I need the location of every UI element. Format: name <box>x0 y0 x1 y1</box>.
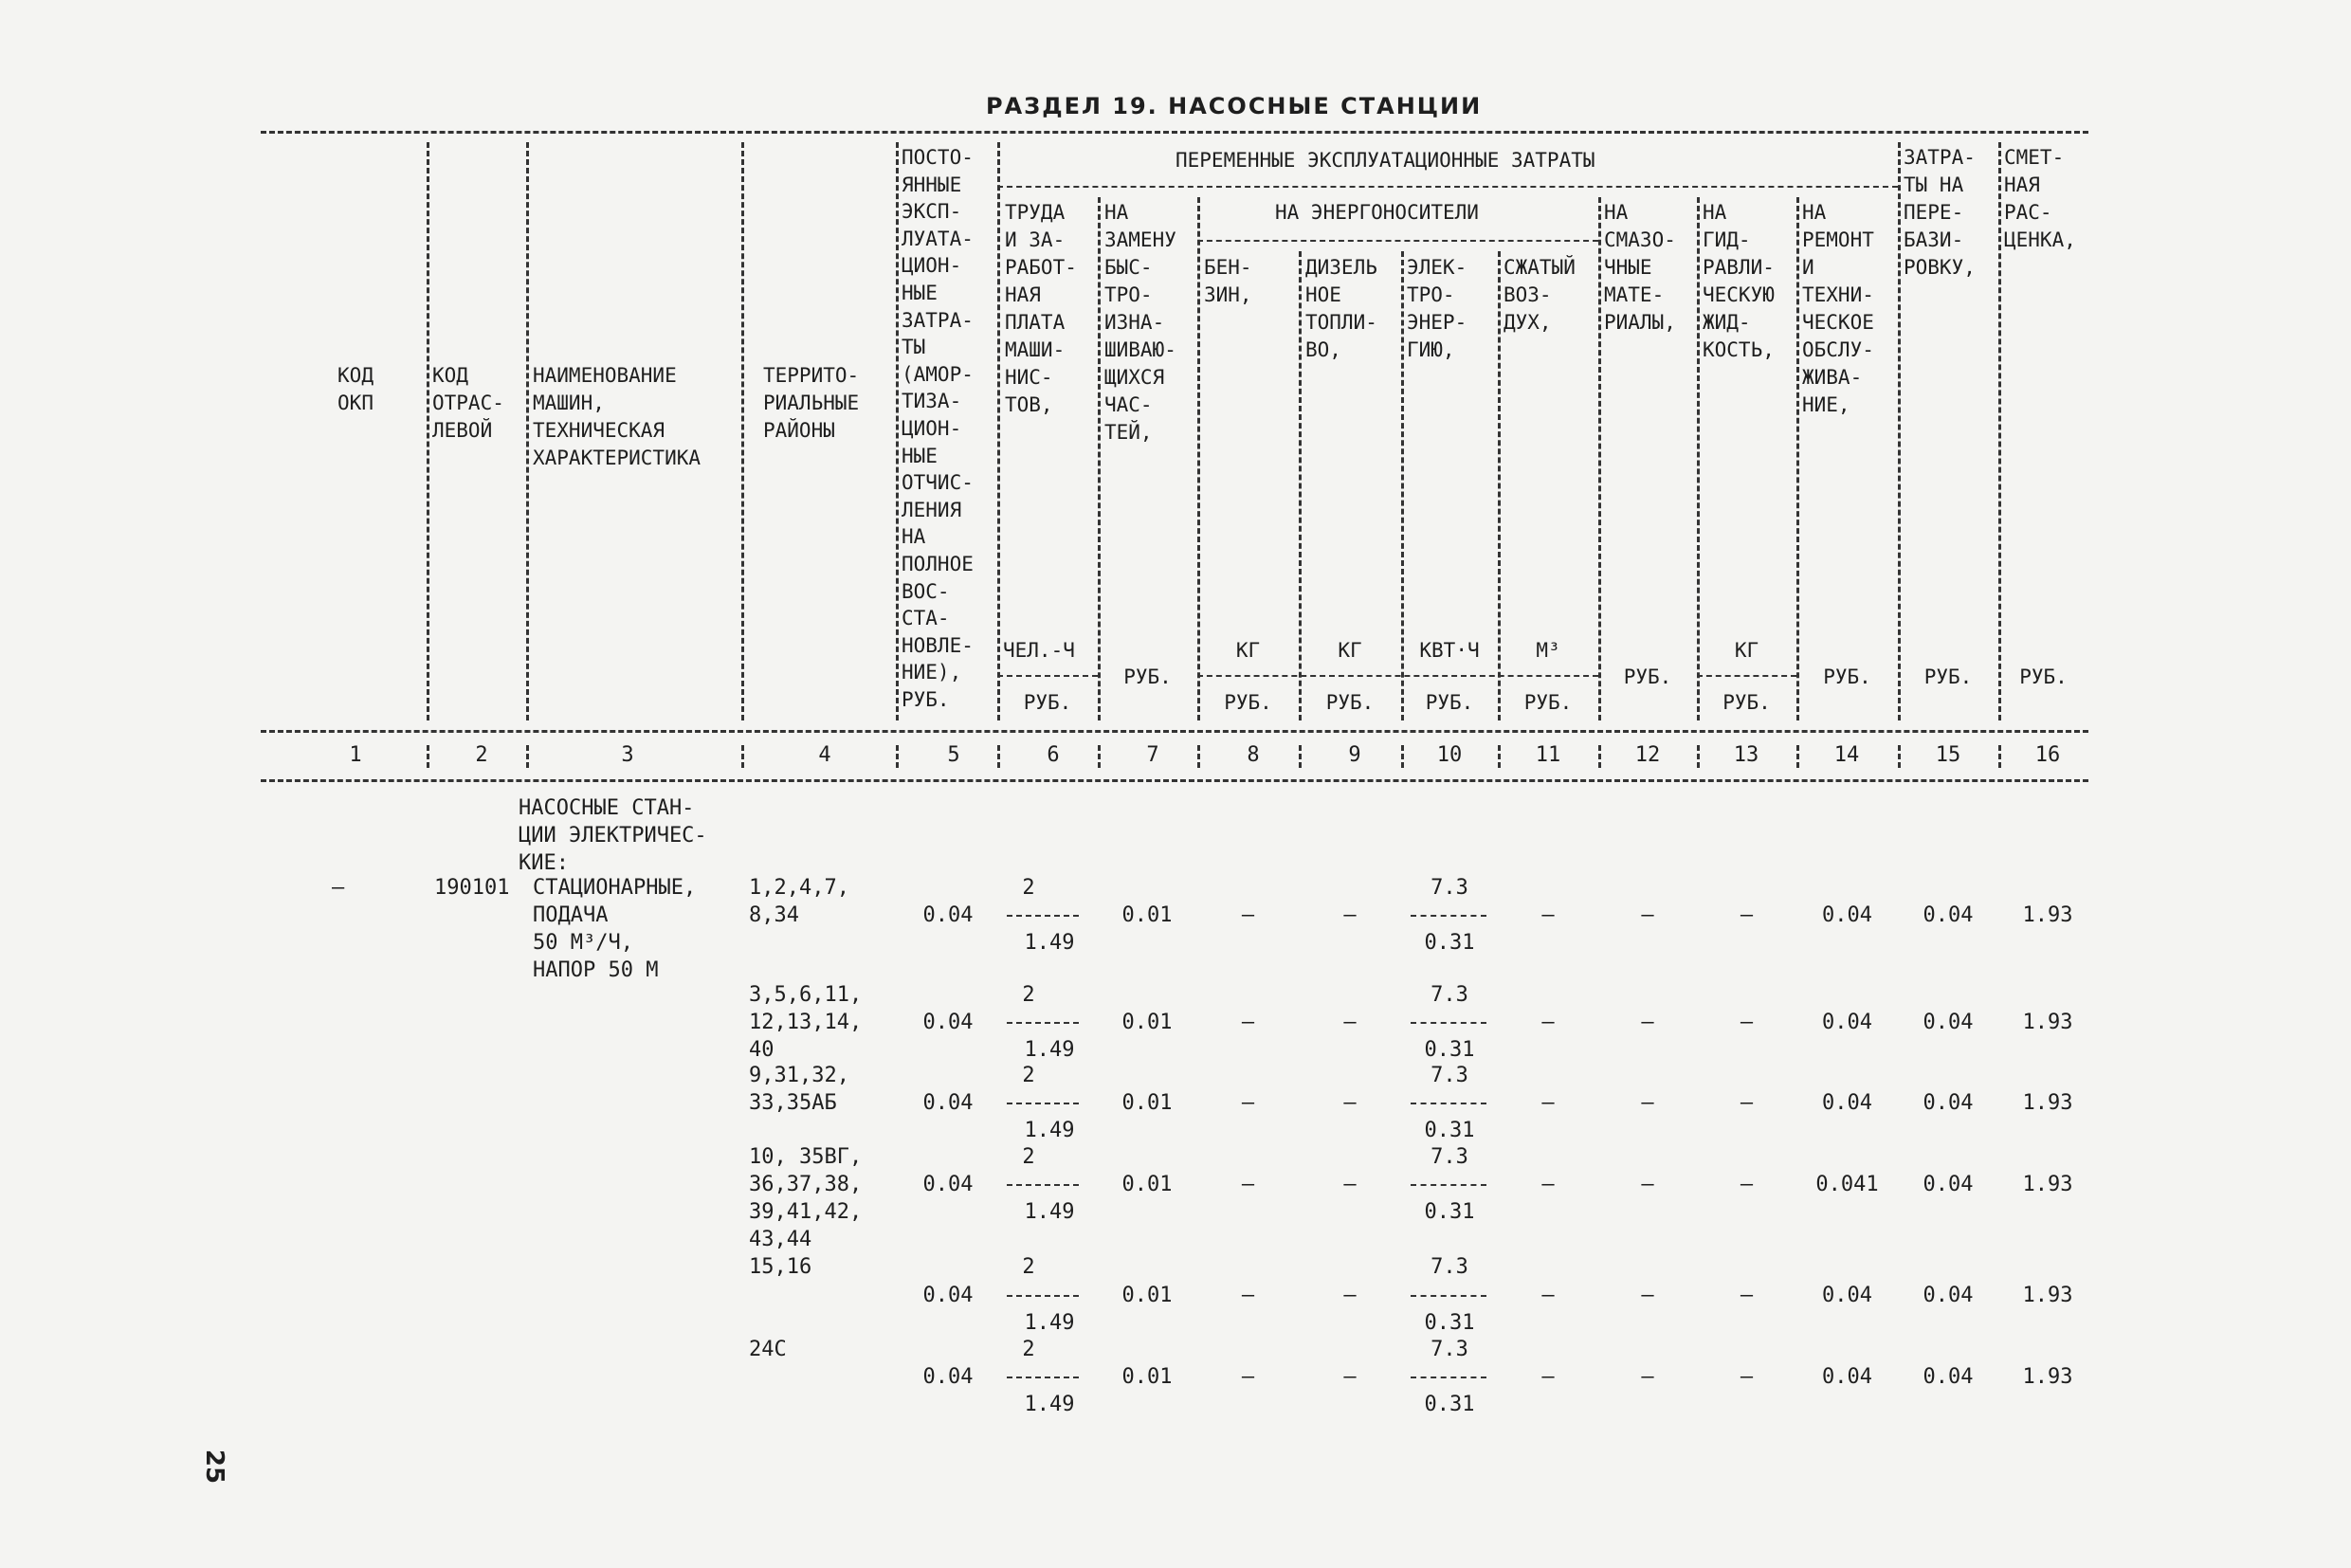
row-remont: 0.04 <box>1822 1011 1872 1034</box>
fraction-line <box>1411 1022 1486 1024</box>
row-elektro-kvtch: 7.3 <box>1431 983 1468 1007</box>
row-elektro-kvtch: 7.3 <box>1431 876 1468 900</box>
column-separator <box>526 745 529 768</box>
column-separator <box>1098 745 1101 768</box>
column-separator <box>1197 745 1200 768</box>
row-dizel: – <box>1343 1091 1357 1115</box>
column-number: 12 <box>1634 743 1661 767</box>
peremen-rule <box>997 186 1898 188</box>
units-rule <box>997 675 1098 677</box>
header-elektro-units-bot: РУБ. <box>1425 691 1474 714</box>
row-truda-rub: 1.49 <box>1024 1200 1075 1224</box>
row-vozduh: – <box>1541 1011 1555 1034</box>
column-separator <box>1898 142 1901 720</box>
units-rule <box>1697 675 1796 677</box>
row-dizel: – <box>1343 903 1357 927</box>
column-separator <box>1498 745 1501 768</box>
row-zamenu: 0.01 <box>1121 1011 1173 1034</box>
row-elektro-kvtch: 7.3 <box>1431 1064 1468 1087</box>
row-benzin: – <box>1241 1284 1255 1307</box>
column-separator <box>997 142 1000 720</box>
row-elektro-rub: 0.31 <box>1424 1038 1475 1062</box>
row-remont: 0.041 <box>1815 1173 1879 1196</box>
header-gidravlika-units-top: КГ <box>1734 639 1759 662</box>
column-number: 7 <box>1146 743 1159 767</box>
item-kod-okp: – <box>332 876 345 900</box>
row-gidravlika: – <box>1740 1091 1754 1115</box>
row-benzin: – <box>1241 1091 1255 1115</box>
row-benzin: – <box>1241 1011 1255 1034</box>
column-separator <box>741 142 744 720</box>
column-separator <box>1598 197 1601 720</box>
row-truda-rub: 1.49 <box>1024 1393 1075 1416</box>
header-dizel-units-top: КГ <box>1338 639 1362 662</box>
header-dizel-units-bot: РУБ. <box>1325 691 1375 714</box>
page-number: 25 <box>200 1449 229 1485</box>
column-separator <box>1796 197 1799 720</box>
fraction-line <box>1411 915 1486 917</box>
row-smazochnye: – <box>1641 903 1654 927</box>
header-kod-otrasl: КОД ОТРАС- ЛЕВОЙ <box>432 364 504 442</box>
header-elektro: ЭЛЕК- ТРО- ЭНЕР- ГИЮ, <box>1407 256 1467 361</box>
row-smetnaya: 1.93 <box>2022 1091 2073 1115</box>
column-separator <box>526 142 529 720</box>
column-separator <box>1401 745 1404 768</box>
column-number: 11 <box>1535 743 1561 767</box>
header-smazochnye-units: РУБ. <box>1623 665 1672 688</box>
column-separator <box>1898 745 1901 768</box>
header-peremennye: ПЕРЕМЕННЫЕ ЭКСПЛУАТАЦИОННЫЕ ЗАТРАТЫ <box>1176 149 1595 172</box>
column-separator <box>741 745 744 768</box>
row-smazochnye: – <box>1641 1011 1654 1034</box>
header-dizel: ДИЗЕЛЬ НОЕ ТОПЛИ- ВО, <box>1305 256 1377 361</box>
row-zamenu: 0.01 <box>1121 1365 1173 1389</box>
row-benzin: – <box>1241 1365 1255 1389</box>
row-regions: 1,2,4,7, 8,34 <box>749 876 849 927</box>
header-gidravlika-units-bot: РУБ. <box>1722 691 1771 714</box>
header-gidravlika: НА ГИД- РАВЛИ- ЧЕСКУЮ ЖИД- КОСТЬ, <box>1703 201 1775 361</box>
row-smazochnye: – <box>1641 1284 1654 1307</box>
row-perebazirovka: 0.04 <box>1923 1091 1974 1115</box>
column-number: 1 <box>349 743 362 767</box>
row-remont: 0.04 <box>1822 903 1872 927</box>
row-smetnaya: 1.93 <box>2022 1173 2073 1196</box>
header-truda: ТРУДА И ЗА- РАБОТ- НАЯ ПЛАТА МАШИ- НИС- ТОВ, <box>1005 201 1077 416</box>
fraction-line <box>1007 915 1079 917</box>
row-smetnaya: 1.93 <box>2022 1284 2073 1307</box>
header-remont-units: РУБ. <box>1823 665 1871 688</box>
header-vozduh-units-top: М³ <box>1536 639 1560 662</box>
row-perebazirovka: 0.04 <box>1923 1365 1974 1389</box>
row-gidravlika: – <box>1740 1011 1754 1034</box>
column-number: 3 <box>621 743 634 767</box>
row-smetnaya: 1.93 <box>2022 1011 2073 1034</box>
row-perebazirovka: 0.04 <box>1923 1284 1974 1307</box>
row-vozduh: – <box>1541 1284 1555 1307</box>
fraction-line <box>1411 1103 1486 1104</box>
row-dizel: – <box>1343 1365 1357 1389</box>
column-number: 4 <box>818 743 831 767</box>
header-benzin: БЕН- ЗИН, <box>1204 256 1252 306</box>
row-truda-rub: 1.49 <box>1024 1311 1075 1335</box>
row-elektro-kvtch: 7.3 <box>1431 1145 1468 1169</box>
row-truda-chelch: 2 <box>1022 876 1035 900</box>
header-smetnaya: СМЕТ- НАЯ РАС- ЦЕНКА, <box>2004 146 2076 251</box>
fraction-line <box>1411 1377 1486 1378</box>
header-energo: НА ЭНЕРГОНОСИТЕЛИ <box>1275 201 1479 224</box>
fraction-line <box>1411 1295 1486 1297</box>
row-perebazirovka: 0.04 <box>1923 903 1974 927</box>
row-regions: 3,5,6,11, 12,13,14, 40 <box>749 983 863 1062</box>
row-vozduh: – <box>1541 1173 1555 1196</box>
header-truda-units-top: ЧЕЛ.-Ч <box>1003 639 1075 662</box>
column-separator <box>1998 745 2001 768</box>
column-separator <box>1796 745 1799 768</box>
header-naimenovanie: НАИМЕНОВАНИЕ МАШИН, ТЕХНИЧЕСКАЯ ХАРАКТЕРИСТИКА <box>533 364 702 469</box>
header-benzin-units-bot: РУБ. <box>1224 691 1272 714</box>
row-postoyannye: 0.04 <box>922 1365 974 1389</box>
section-title: РАЗДЕЛ 19. НАСОСНЫЕ СТАНЦИИ <box>986 93 1483 119</box>
row-regions: 24С <box>749 1338 787 1361</box>
row-dizel: – <box>1343 1011 1357 1034</box>
header-bottom-rule <box>261 730 2088 733</box>
header-postoyannye: ПОСТО- ЯННЫЕ ЭКСП- ЛУАТА- ЦИОН- НЫЕ ЗАТРА- ТЫ (АМОР- ТИЗА- ЦИОН- НЫЕ ОТЧИС- ЛЕНИЯ НА ПОЛНОЕ ВОС- СТА- НОВЛЕ- НИЕ), РУБ. <box>902 146 974 711</box>
row-zamenu: 0.01 <box>1121 1284 1173 1307</box>
row-elektro-rub: 0.31 <box>1424 1119 1475 1142</box>
column-number: 5 <box>947 743 960 767</box>
header-vozduh: СЖАТЫЙ ВОЗ- ДУХ, <box>1504 256 1576 334</box>
row-smazochnye: – <box>1641 1173 1654 1196</box>
row-elektro-kvtch: 7.3 <box>1431 1255 1468 1279</box>
item-kod-otrasl: 190101 <box>434 876 510 900</box>
colnum-bottom-rule <box>261 779 2088 782</box>
column-separator <box>997 745 1000 768</box>
header-smetnaya-units: РУБ. <box>2019 665 2068 688</box>
row-remont: 0.04 <box>1822 1091 1872 1115</box>
column-separator <box>1697 745 1700 768</box>
header-perebazirovka: ЗАТРА- ТЫ НА ПЕРЕ- БАЗИ- РОВКУ, <box>1904 146 1976 279</box>
column-separator <box>427 745 429 768</box>
row-benzin: – <box>1241 903 1255 927</box>
row-truda-rub: 1.49 <box>1024 931 1075 955</box>
energo-rule <box>1197 240 1598 242</box>
row-perebazirovka: 0.04 <box>1923 1173 1974 1196</box>
units-rule <box>1197 675 1598 677</box>
row-postoyannye: 0.04 <box>922 1284 974 1307</box>
row-truda-chelch: 2 <box>1022 983 1035 1007</box>
row-smazochnye: – <box>1641 1091 1654 1115</box>
row-gidravlika: – <box>1740 903 1754 927</box>
header-truda-units-bot: РУБ. <box>1023 691 1072 714</box>
row-vozduh: – <box>1541 1365 1555 1389</box>
row-elektro-rub: 0.31 <box>1424 931 1475 955</box>
row-truda-chelch: 2 <box>1022 1064 1035 1087</box>
row-regions: 10, 35ВГ, 36,37,38, 39,41,42, 43,44 <box>749 1145 863 1251</box>
row-dizel: – <box>1343 1284 1357 1307</box>
column-number: 13 <box>1733 743 1759 767</box>
header-territorii: ТЕРРИТО- РИАЛЬНЫЕ РАЙОНЫ <box>763 364 860 442</box>
row-remont: 0.04 <box>1822 1365 1872 1389</box>
row-truda-rub: 1.49 <box>1024 1119 1075 1142</box>
column-separator <box>1598 745 1601 768</box>
fraction-line <box>1007 1377 1079 1378</box>
row-smazochnye: – <box>1641 1365 1654 1389</box>
column-separator <box>427 142 429 720</box>
column-number: 16 <box>2034 743 2061 767</box>
row-benzin: – <box>1241 1173 1255 1196</box>
header-smazochnye: НА СМАЗО- ЧНЫЕ МАТЕ- РИАЛЫ, <box>1604 201 1676 334</box>
row-elektro-rub: 0.31 <box>1424 1311 1475 1335</box>
row-truda-rub: 1.49 <box>1024 1038 1075 1062</box>
fraction-line <box>1007 1103 1079 1104</box>
column-number: 9 <box>1348 743 1361 767</box>
column-number: 2 <box>475 743 488 767</box>
row-smetnaya: 1.93 <box>2022 903 2073 927</box>
header-elektro-units-top: КВТ·Ч <box>1419 639 1480 662</box>
column-number: 15 <box>1935 743 1961 767</box>
row-zamenu: 0.01 <box>1121 1173 1173 1196</box>
header-top-rule <box>261 131 2088 134</box>
row-elektro-kvtch: 7.3 <box>1431 1338 1468 1361</box>
row-postoyannye: 0.04 <box>922 1011 974 1034</box>
row-gidravlika: – <box>1740 1365 1754 1389</box>
group-title: НАСОСНЫЕ СТАН- ЦИИ ЭЛЕКТРИЧЕС- КИЕ: <box>519 796 707 875</box>
row-elektro-rub: 0.31 <box>1424 1393 1475 1416</box>
column-number: 6 <box>1047 743 1060 767</box>
row-postoyannye: 0.04 <box>922 1173 974 1196</box>
row-dizel: – <box>1343 1173 1357 1196</box>
fraction-line <box>1007 1295 1079 1297</box>
row-perebazirovka: 0.04 <box>1923 1011 1974 1034</box>
row-regions: 15,16 <box>749 1255 812 1279</box>
column-number: 10 <box>1436 743 1463 767</box>
fraction-line <box>1007 1184 1079 1186</box>
header-kod-okp: КОД ОКП <box>337 364 374 414</box>
header-benzin-units-top: КГ <box>1235 639 1261 662</box>
row-postoyannye: 0.04 <box>922 1091 974 1115</box>
header-perebazirovka-units: РУБ. <box>1923 665 1973 688</box>
header-vozduh-units-bot: РУБ. <box>1523 691 1573 714</box>
row-gidravlika: – <box>1740 1173 1754 1196</box>
column-separator <box>1299 745 1302 768</box>
column-separator <box>896 745 899 768</box>
row-truda-chelch: 2 <box>1022 1145 1035 1169</box>
fraction-line <box>1411 1184 1486 1186</box>
header-zamenu: НА ЗАМЕНУ БЫС- ТРО- ИЗНА- ШИВАЮ- ЩИХСЯ ЧАС- ТЕЙ, <box>1104 201 1176 444</box>
row-vozduh: – <box>1541 903 1555 927</box>
fraction-line <box>1007 1022 1079 1024</box>
row-zamenu: 0.01 <box>1121 1091 1173 1115</box>
row-remont: 0.04 <box>1822 1284 1872 1307</box>
column-separator <box>1098 197 1101 720</box>
row-elektro-rub: 0.31 <box>1424 1200 1475 1224</box>
column-number: 8 <box>1247 743 1260 767</box>
row-truda-chelch: 2 <box>1022 1338 1035 1361</box>
row-vozduh: – <box>1541 1091 1555 1115</box>
column-separator <box>896 142 899 720</box>
row-gidravlika: – <box>1740 1284 1754 1307</box>
header-remont: НА РЕМОНТ И ТЕХНИ- ЧЕСКОЕ ОБСЛУ- ЖИВА- НИЕ, <box>1802 201 1874 416</box>
row-regions: 9,31,32, 33,35АБ <box>749 1064 849 1115</box>
row-truda-chelch: 2 <box>1022 1255 1035 1279</box>
row-smetnaya: 1.93 <box>2022 1365 2073 1389</box>
row-zamenu: 0.01 <box>1121 903 1173 927</box>
header-zamenu-units: РУБ. <box>1123 665 1172 688</box>
row-postoyannye: 0.04 <box>922 903 974 927</box>
column-number: 14 <box>1833 743 1860 767</box>
item-name: СТАЦИОНАРНЫЕ, ПОДАЧА 50 М³/Ч, НАПОР 50 М <box>533 876 697 982</box>
column-separator <box>1998 142 2001 720</box>
